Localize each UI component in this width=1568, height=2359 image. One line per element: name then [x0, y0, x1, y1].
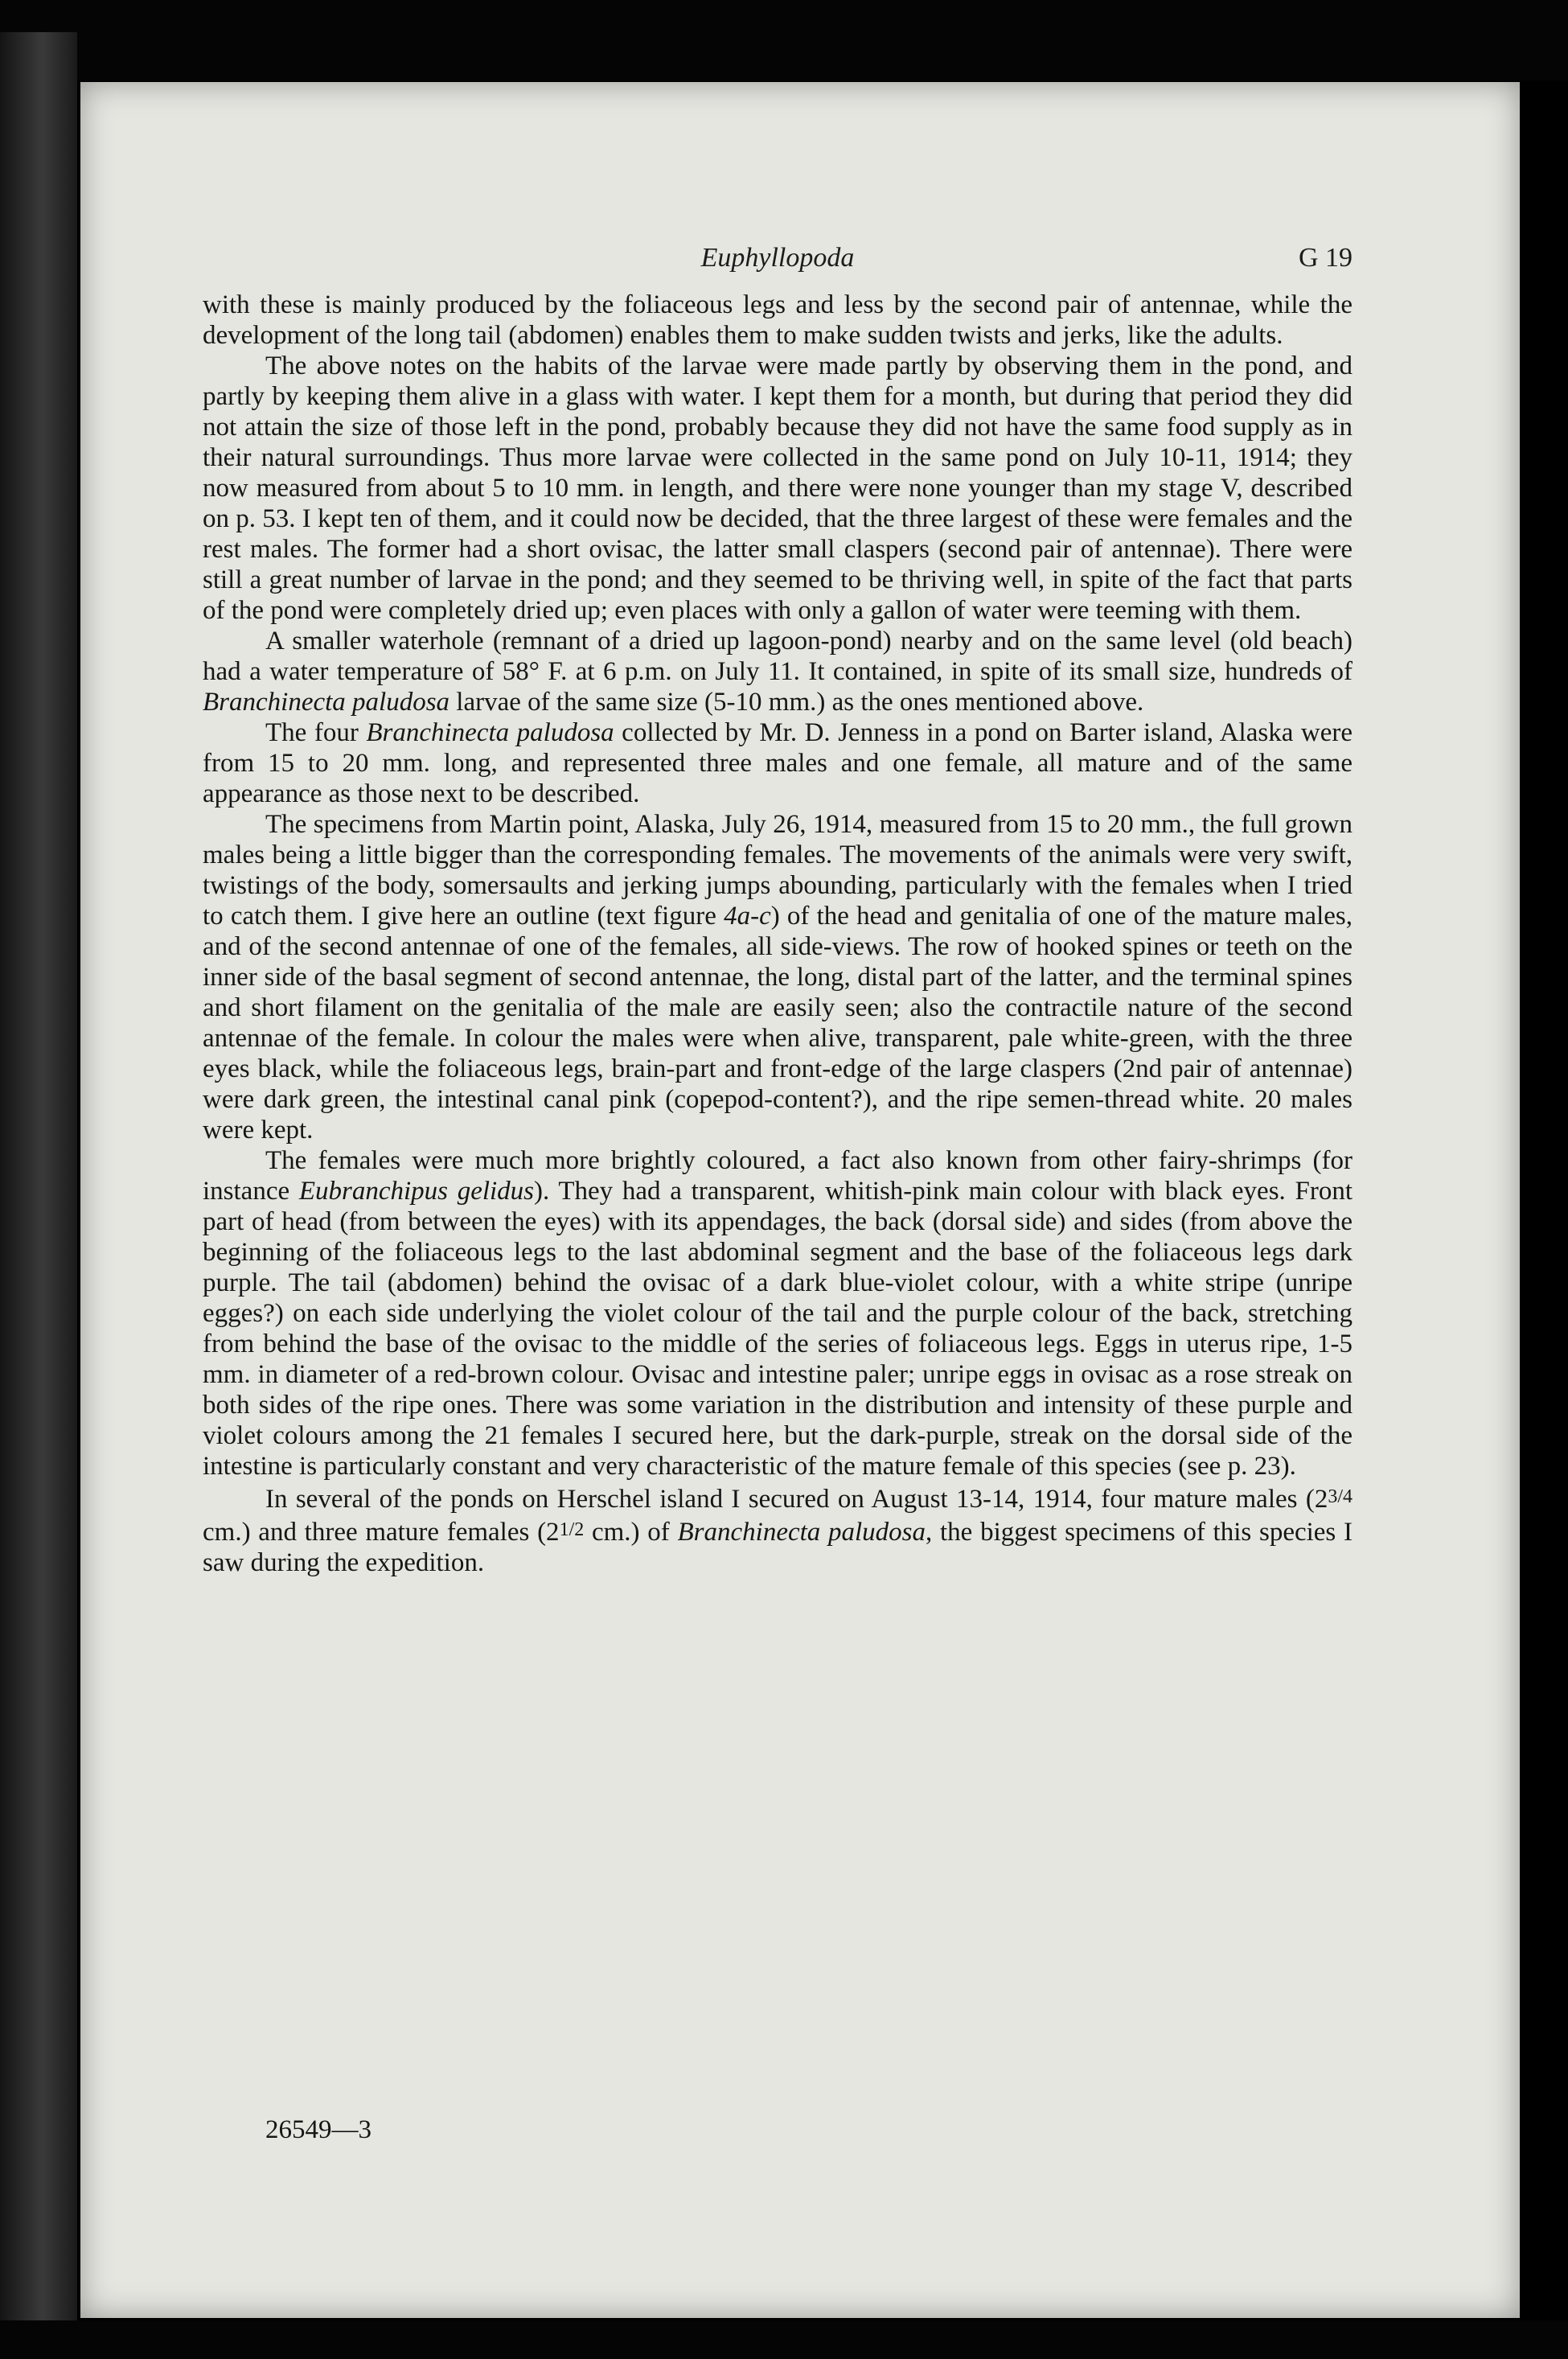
- fraction: 1/2: [559, 1519, 585, 1540]
- page-number: G 19: [1298, 243, 1353, 273]
- printer-signature: 26549—3: [265, 2115, 371, 2144]
- paragraph-1-text: with these is mainly produced by the foliaceous legs and less by the second pair of antennae, while the development of the long tail (abdomen) enables them to make sudden twists and jerks, like the adults.: [203, 290, 1353, 350]
- species-name: Branchinecta paludosa: [203, 688, 450, 717]
- paragraph-6-text: ). They had a transparent, whitish-pink main colour with black eyes. Front part of head (from between the eyes) with its appendages, the back (dorsal side) and sides (from above the beginning of the foliaceous legs to the last abdominal segment and the base of the foliaceous legs dark purple. The tail (abdomen) behind the ovisac of a dark blue-violet colour, with a white stripe (unripe egges?) on each side underlying the violet colour of the tail and the purple colour of the back, stretching from behind the base of the ovisac to the middle of the series of foliaceous legs. Eggs in uterus ripe, 1-5 mm. in diameter of a red-brown colour. Ovisac and intestine paler; unripe eggs in ovisac as a rose streak on both sides of the ripe ones. There was some variation in the distribution and intensity of these purple and violet colours among the 21 females I secured here, but the dark-purple, streak on the dorsal side of the intestine is particularly constant and very characteristic of the mature female of this species (see p. 23).: [203, 1177, 1353, 1481]
- paragraph-3: [203, 626, 1353, 717]
- paragraph-4-text: collected by Mr. D. Jenness in a pond on Barter island, Alaska were from 15 to 20 mm. long, and represented three males and one female, all mature and of the same appearance as those next to be described.: [203, 718, 1353, 808]
- paragraph-5-text: ) of the head and genitalia of one of the mature males, and of the second antennae of one of the females, all side-views. The row of hooked spines or teeth on the inner side of the basal segment of second antennae, the long, distal part of the latter, and the terminal spines and short filament on the genitalia of the male are easily seen; also the contractile nature of the second antennae of the female. In colour the males were when alive, transparent, pale white-green, with the three eyes black, while the foliaceous legs, brain-part and front-edge of the large claspers (2nd pair of antennae) were dark green, the intestinal canal pink (copepod-content?), and the ripe semen-thread white. 20 males were kept.: [203, 902, 1353, 1145]
- previous-page-edge: [0, 32, 77, 2320]
- species-name: Eubranchipus gelidus: [298, 1177, 535, 1206]
- paragraph-6-text: The females were much more brightly coloured, a fact also known from other fairy-shrimps (for instance: [203, 1146, 1353, 1206]
- paragraph-4-text: The four: [265, 718, 367, 747]
- paragraph-5-text: The specimens from Martin point, Alaska, July 26, 1914, measured from 15 to 20 mm., the full grown males being a little bigger than the corresponding females. The movements of the animals were very swift, twistings of the body, somersaults and jerking jumps abounding, particularly with the females when I tried to catch them. I give here an outline (text figure: [203, 810, 1353, 931]
- scan-top-border: [0, 0, 1568, 80]
- paragraph-2-text: The above notes on the habits of the larvae were made partly by observing them in the pond, and partly by keeping them alive in a glass with water. I kept them for a month, but during that period they did not attain the size of those left in the pond, probably because they did not have the same food supply as in their natural surroundings. Thus more larvae were collected in the same pond on July 10-11, 1914; they now measured from about 5 to 10 mm. in length, and there were none younger than my stage V, described on p. 53. I kept ten of them, and it could now be decided, that the three largest of these were females and the rest males. The former had a short ovisac, the latter small claspers (second pair of antennae). There were still a great number of larvae in the pond; and they seemed to be thriving well, in spite of the fact that parts of the pond were completely dried up; even places with only a gallon of water were teeming with them.: [203, 351, 1353, 625]
- body-text: [203, 290, 1353, 1578]
- paragraph-7-text: cm.) of: [584, 1518, 678, 1547]
- paragraph-1: [203, 290, 1353, 351]
- paragraph-7-text: In several of the ponds on Herschel island I secured on August 13-14, 1914, four mature males (2: [265, 1485, 1328, 1514]
- paragraph-4: [203, 717, 1353, 809]
- page-header: [203, 243, 1353, 285]
- figure-reference: 4a-c: [724, 902, 771, 931]
- fraction: 3/4: [1328, 1486, 1353, 1507]
- paragraph-2: [203, 351, 1353, 626]
- paragraph-5: [203, 809, 1353, 1145]
- paragraph-3-text: A smaller waterhole (remnant of a dried up lagoon-pond) nearby and on the same level (old beach) had a water temperature of 58° F. at 6 p.m. on July 11. It contained, in spite of its small size, hundreds of: [203, 627, 1353, 686]
- species-name: Branchinecta paludosa: [677, 1518, 926, 1547]
- running-head: Euphyllopoda: [700, 243, 855, 273]
- paragraph-3-text: larvae of the same size (5-10 mm.) as the ones mentioned above.: [449, 688, 1144, 717]
- paragraph-7-text: cm.) and three mature females (2: [203, 1518, 560, 1547]
- paragraph-7-text: , the biggest specimens of this species I saw during the expedition.: [203, 1518, 1353, 1577]
- species-name: Branchinecta paludosa: [366, 718, 614, 747]
- paragraph-7: [203, 1482, 1353, 1578]
- paragraph-6: [203, 1145, 1353, 1482]
- scan-bottom-border: [0, 2320, 1568, 2359]
